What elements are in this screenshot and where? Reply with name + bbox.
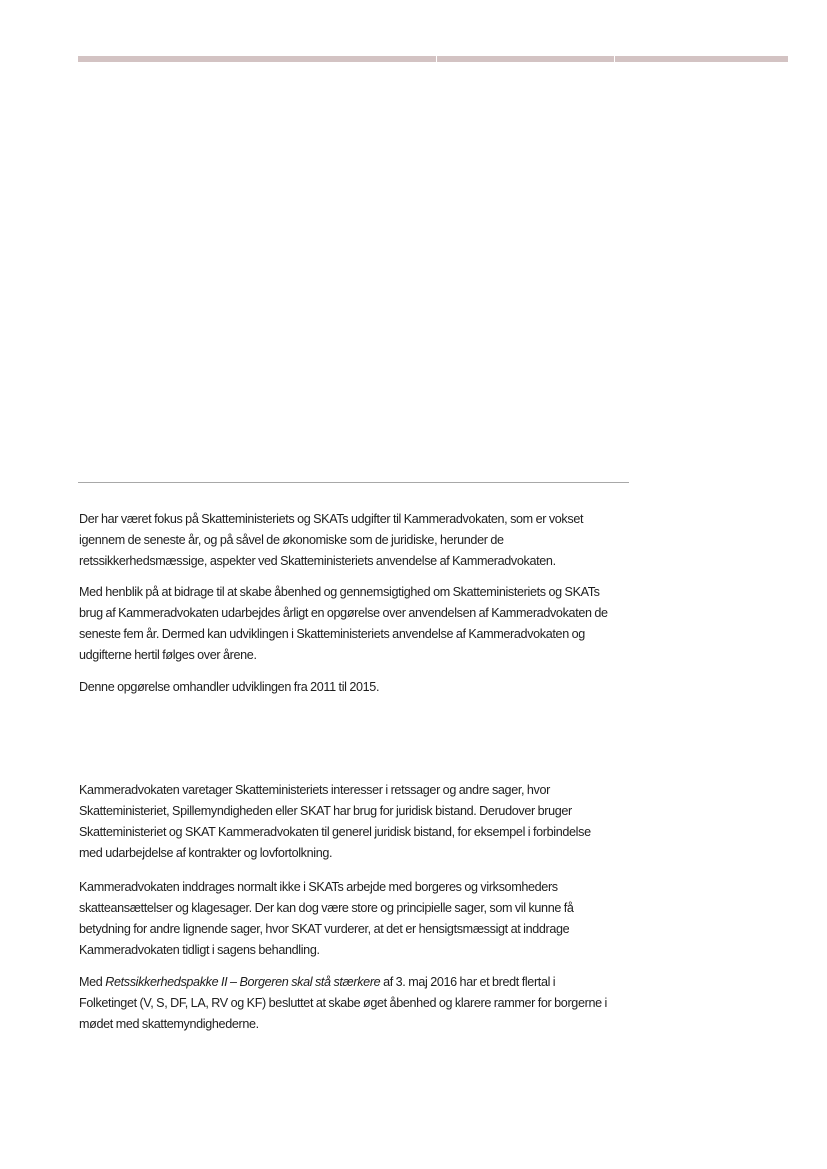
paragraph-text-end: af 3. maj 2016 har et bredt flertal i Folketinget (V, S, DF, LA, RV og KF) besluttet at skabe øget åbenhed og klarere rammer for borgerne i mødet med skattemyndighederne. <box>79 975 607 1031</box>
paragraph-focus-on-expenses: Der har været fokus på Skatteministeriets og SKATs udgifter til Kammeradvokaten, som er vokset igennem de seneste år, og på såvel de økonomiske som de juridiske, herunder de retssikkerhedsmæssige, aspekter ved Skatteministeriets anvendelse af Kammeradvokaten. <box>79 512 584 568</box>
paragraph-period-covered: Denne opgørelse omhandler udviklingen fra 2011 til 2015. <box>79 680 380 694</box>
header-decorative-bar <box>78 56 788 62</box>
paragraph-retssikkerhedspakke <box>79 972 613 1035</box>
paragraph-text-start: Med <box>79 975 106 989</box>
horizontal-divider <box>78 482 629 483</box>
paragraph-transparency: Med henblik på at bidrage til at skabe åbenhed og gennemsigtighed om Skatteministeriets og SKATs brug af Kammeradvokaten udarbejdes årligt en opgørelse over anvendelsen af Kammeradvokaten de seneste fem år. Dermed kan udviklingen i Skatteministeriets anvendelse af Kammeradvokaten og udgifterne hertil følges over årene. <box>79 585 608 662</box>
paragraph-involvement: Kammeradvokaten inddrages normalt ikke i SKATs arbejde med borgeres og virksomheders skatteansættelser og klagesager. Der kan dog være store og principielle sager, som vil kunne få betydning for andre lignende sager, hvor SKAT vurderer, at det er hensigtsmæssigt at inddrage Kammeradvokaten tidligt i sagens behandling. <box>79 880 574 957</box>
header-bar-divider <box>614 56 615 62</box>
paragraph-kammeradvokaten-role: Kammeradvokaten varetager Skatteministeriets interesser i retssager og andre sager, hvor Skatteministeriet, Spillemyndigheden eller SKAT har brug for juridisk bistand. Derudover bruger Skatteministeriet og SKAT Kammeradvokaten til generel juridisk bistand, for eksempel i forbindelse med udarbejdelse af kontrakter og lovfortolkning. <box>79 783 591 860</box>
header-bar-divider <box>436 56 437 62</box>
legislation-title: Retssikkerhedspakke II – Borgeren skal stå stærkere <box>105 975 381 989</box>
